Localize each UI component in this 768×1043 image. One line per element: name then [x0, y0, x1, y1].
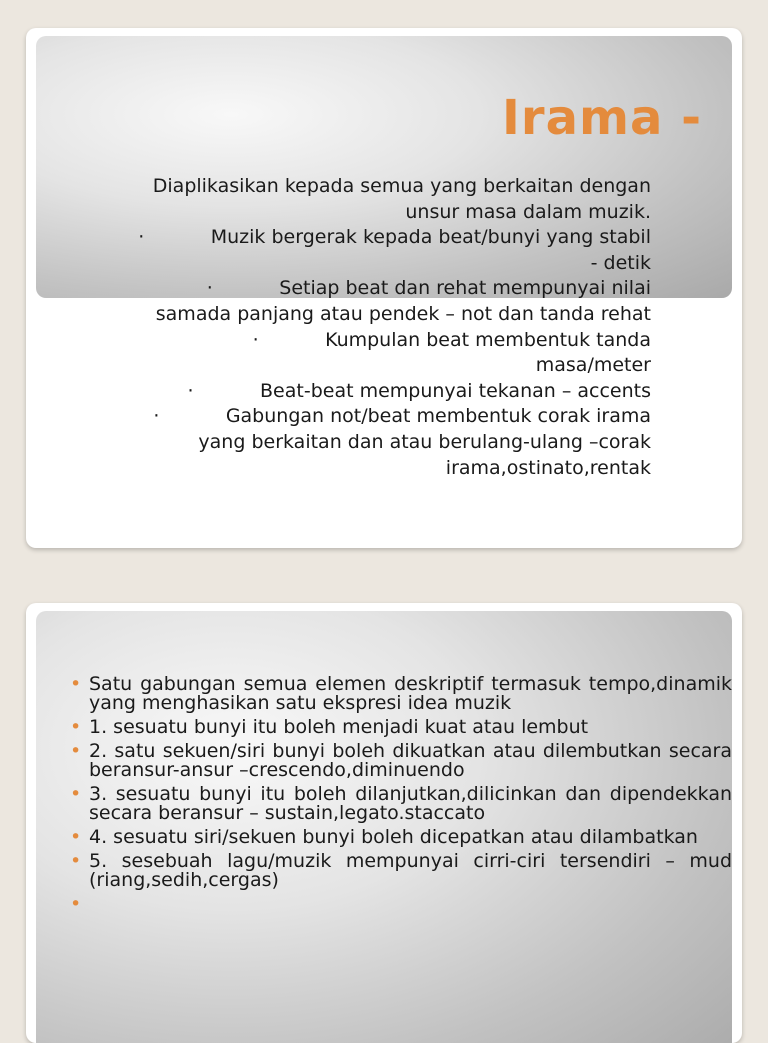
body-line-text: Beat-beat mempunyai tekanan – accents [260, 379, 651, 402]
dot-bullet-icon: · [206, 277, 213, 300]
list-item [70, 742, 732, 780]
body-line-text: Setiap beat dan rehat mempunyai nilai samada panjang atau pendek – not dan tanda rehat [155, 277, 651, 325]
orange-bullet-icon: • [70, 740, 82, 762]
list-item-text: 1. sesuatu bunyi itu boleh menjadi kuat atau lembut [89, 716, 589, 738]
orange-bullet-icon: • [70, 783, 82, 805]
body-line [136, 174, 651, 225]
orange-bullet-icon: • [70, 826, 82, 848]
body-line [136, 328, 651, 379]
body-line-text: Kumpulan beat membentuk tanda masa/meter [325, 328, 651, 377]
body-line [136, 379, 651, 405]
slide-2-bullet-list [70, 673, 732, 915]
list-item [70, 852, 732, 890]
orange-bullet-icon: • [70, 850, 82, 872]
body-line [136, 276, 651, 327]
body-line-text: Muzik bergerak kepada beat/bunyi yang stabil - detik [210, 226, 651, 274]
list-item-text: 5. sesebuah lagu/muzik mempunyai cirri-ciri tersendiri – mud (riang,sedih,cergas) [89, 850, 732, 891]
slide-title: Irama - [502, 90, 702, 146]
orange-bullet-icon: • [70, 716, 82, 738]
body-line [136, 404, 651, 481]
body-line-text: Diaplikasikan kepada semua yang berkaitan dengan unsur masa dalam muzik. [152, 175, 651, 223]
list-item [70, 718, 732, 737]
list-item-text: Satu gabungan semua elemen deskriptif termasuk tempo,dinamik yang menghasikan satu ekspresi idea muzik [89, 673, 732, 714]
list-item-text: 2. satu sekuen/siri bunyi boleh dikuatkan atau dilembutkan secara beransur-ansur –crescendo,diminuendo [89, 740, 732, 781]
list-item [70, 785, 732, 823]
list-item [70, 828, 732, 847]
list-item-text: 4. sesuatu siri/sekuen bunyi boleh dicepatkan atau dilambatkan [89, 826, 698, 848]
dot-bullet-icon: · [153, 405, 160, 428]
dot-bullet-icon: · [252, 328, 259, 351]
slide-1 [26, 28, 742, 548]
list-item [70, 675, 732, 713]
slide-2 [26, 603, 742, 1043]
dot-bullet-icon: · [187, 379, 194, 402]
slide-1-body [136, 174, 651, 481]
list-item-text: 3. sesuatu bunyi itu boleh dilanjutkan,dilicinkan dan dipendekkan secara beransur – sustain,legato.staccato [89, 783, 732, 824]
body-line [136, 225, 651, 276]
orange-bullet-icon: • [70, 893, 82, 915]
orange-bullet-icon: • [70, 673, 82, 695]
dot-bullet-icon: · [138, 226, 145, 249]
body-line-text: Gabungan not/beat membentuk corak irama yang berkaitan dan atau berulang-ulang –corak irama,ostinato,rentak [198, 405, 651, 479]
